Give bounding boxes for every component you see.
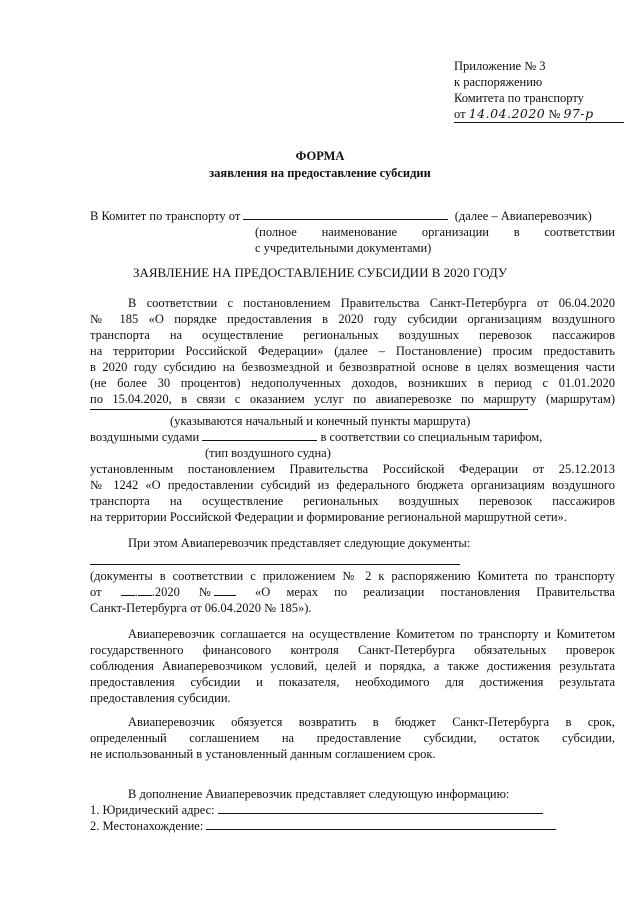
p1-line-7: по 15.04.2020, в связи с оказанием услуг по авиаперевозке по маршруту (маршрутам) (90, 392, 615, 406)
appendix-date-line (454, 106, 614, 123)
addressee-block (90, 208, 615, 256)
p3-line-5: предоставления субсидии. (90, 691, 231, 705)
form-title: ФОРМА (295, 149, 345, 163)
legal-address-row (90, 802, 543, 818)
appendix-line-1: Приложение № 3 (454, 59, 546, 73)
tariff-text: в соответствии со специальным тарифом, (320, 430, 543, 444)
documents-blank-line (90, 564, 460, 565)
p4-line-2: определенный соглашением на предоставление субсидии, остаток субсидии, (90, 731, 615, 745)
addressee-line-2: (полное наименование организации в соответствии (255, 225, 615, 239)
route-note: (указываются начальный и конечный пункты маршрута) (170, 414, 471, 428)
p1-line-9: установленным постановлением Правительства Российской Федерации от 25.12.2013 (90, 462, 615, 476)
appendix-line-3: Комитета по транспорту (454, 91, 584, 105)
p4-line-1: Авиаперевозчик обязуется возвратить в бюджет Санкт-Петербурга в срок, (128, 715, 615, 729)
p1-line-8 (90, 429, 542, 445)
p3-line-4: предоставления субсидии и показателя, необходимого для достижения результата (90, 675, 615, 689)
p2-number-blank: № (199, 584, 236, 600)
appendix-line-2: к распоряжению (454, 75, 543, 89)
addressee-line-1 (90, 208, 615, 224)
p3-line-1: Авиаперевозчик соглашается на осуществление Комитетом по транспорту и Комитетом (128, 627, 615, 641)
p5-line-1: В дополнение Авиаперевозчик представляет следующую информацию: (128, 787, 510, 801)
p1-line-3: транспорта на осуществление региональных воздушных перевозок пассажиров (90, 328, 615, 342)
appendix-number: 97-р (563, 106, 594, 121)
p2-line-3 (90, 584, 615, 600)
addressee-start: В Комитет по транспорту от (90, 209, 241, 223)
aircraft-label: воздушными судами (90, 430, 200, 444)
application-heading: ЗАЯВЛЕНИЕ НА ПРЕДОСТАВЛЕНИЕ СУБСИДИИ В 2020 ГОДУ (132, 265, 508, 280)
p3-line-3: соблюдения Авиаперевозчиком условий, целей и порядка, а также достижения результата (90, 659, 615, 673)
p2-from: от (90, 585, 102, 599)
legal-address-label: 1. Юридический адрес: (90, 803, 215, 817)
form-subtitle: заявления на предоставление субсидии (209, 166, 431, 180)
p1-line-12: на территории Российской Федерации и формирование региональной маршрутной сети». (90, 510, 567, 524)
p1-line-11: транспорта на осуществление региональных воздушных перевозок пассажиров (90, 494, 615, 508)
p1-line-6: (не более 30 процентов) недополученных доходов, возникших в период с 01.01.2020 (90, 376, 615, 390)
appendix-block (454, 58, 614, 123)
legal-address-blank (218, 802, 543, 814)
p1-line-4: на территории Российской Федерации» (далее – Постановление) просим предоставить (90, 344, 615, 358)
aircraft-type-blank (202, 429, 317, 441)
p2-line-1: При этом Авиаперевозчик представляет следующие документы: (128, 536, 471, 550)
route-blank-line (90, 409, 528, 410)
paragraph-1-continued (90, 461, 615, 525)
p2-line-4: Санкт-Петербурга от 06.04.2020 № 185»). (90, 601, 312, 615)
addressee-line-3: с учредительными документами) (255, 241, 432, 255)
paragraph-3 (90, 626, 615, 706)
aircraft-type-note: (тип воздушного судна) (205, 446, 331, 460)
paragraph-1 (90, 295, 615, 407)
location-label: 2. Местонахождение: (90, 819, 204, 833)
p2-date-blank: . .2020 (121, 584, 180, 600)
paragraph-4 (90, 714, 615, 762)
location-blank (206, 818, 556, 830)
p2-line-2: (документы в соответствии с приложением № 2 к распоряжению Комитета по транспорту (90, 569, 615, 583)
p4-line-3: не использованный в установленный данным соглашением срок. (90, 747, 436, 761)
p2-resolution-title: «О мерах по реализации постановления Правительства (254, 585, 615, 599)
appendix-number-sign: № (548, 107, 561, 121)
p1-line-5: в 2020 году субсидию на безвозмездной и безвозвратной основе в целях возмещения части (90, 360, 615, 374)
location-row (90, 818, 556, 834)
p1-line-10: № 1242 «О предоставлении субсидий из федерального бюджета организациям воздушного (90, 478, 615, 492)
appendix-date-prefix: от (454, 107, 466, 121)
organization-name-blank (243, 208, 448, 220)
signature-line (454, 106, 624, 123)
addressee-end: (далее – Авиаперевозчик) (454, 209, 592, 223)
appendix-date: 14.04.2020 (468, 106, 546, 121)
p3-line-2: государственного финансового контроля Санкт-Петербурга обязательных проверок (90, 643, 615, 657)
paragraph-2 (90, 568, 615, 616)
p1-line-1: В соответствии с постановлением Правительства Санкт-Петербурга от 06.04.2020 (128, 296, 615, 310)
p1-line-2: № 185 «О порядке предоставления в 2020 году субсидии организациям воздушного (90, 312, 615, 326)
